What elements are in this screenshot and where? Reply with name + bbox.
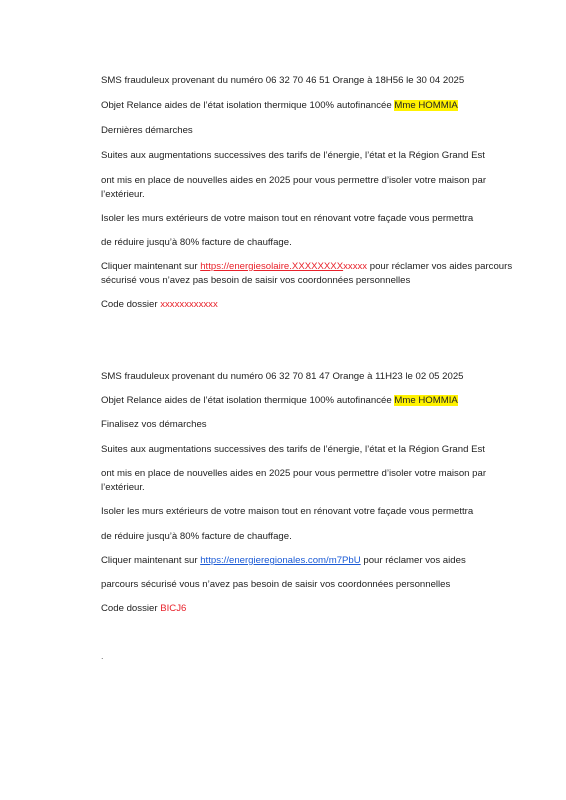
sms2-cta2: parcours sécurisé vous n’avez pas besoin de saisir vos coordonnées personnelles — [101, 579, 451, 590]
sms2-header: SMS frauduleux provenant du numéro 06 32 70 81 47 Orange à 11H23 le 02 05 2025 — [101, 371, 464, 382]
sms2-objet — [101, 394, 458, 408]
sms2-step: Finalisez vos démarches — [101, 419, 207, 430]
sms1-para1: Suites aux augmentations successives des tarifs de l’énergie, l’état et la Région Grand Est — [101, 150, 485, 161]
sms2-para2a: ont mis en place de nouvelles aides en 2025 pour vous permettre d’isoler votre maison par — [101, 468, 487, 479]
trailing-mark: . — [101, 651, 104, 661]
sms1-recipient-highlight: Mme HOMMIA — [394, 100, 458, 111]
sms1-code-value: xxxxxxxxxxxx — [160, 299, 218, 310]
sms2-recipient-highlight: Mme HOMMIA — [394, 395, 458, 406]
sms2-para1: Suites aux augmentations successives des tarifs de l’énergie, l’état et la Région Grand Est — [101, 444, 485, 455]
sms2-para3a: Isoler les murs extérieurs de votre maison tout en rénovant votre façade vous permettra — [101, 506, 474, 517]
sms1-cta2: sécurisé vous n’avez pas besoin de saisir vos coordonnées personnelles — [101, 275, 411, 286]
sms1-objet-text: Objet Relance aides de l’état isolation thermique 100% autofinancée — [101, 100, 395, 111]
sms1-para3b: de réduire jusqu’à 80% facture de chauffage. — [101, 237, 292, 248]
sms1-header: SMS frauduleux provenant du numéro 06 32 70 46 51 Orange à 18H56 le 30 04 2025 — [101, 75, 465, 86]
sms1-para2a: ont mis en place de nouvelles aides en 2025 pour vous permettre d’isoler votre maison par — [101, 175, 487, 186]
sms2-code-label: Code dossier — [101, 603, 161, 614]
sms1-para2b: l’extérieur. — [101, 189, 145, 200]
sms2-objet-text: Objet Relance aides de l’état isolation thermique 100% autofinancée — [101, 395, 395, 406]
sms2-cta-prefix: Cliquer maintenant sur — [101, 555, 201, 566]
sms1-cta-prefix: Cliquer maintenant sur — [101, 261, 201, 272]
sms2-code-value: BICJ6 — [160, 603, 187, 614]
sms2-para2b: l’extérieur. — [101, 482, 145, 493]
sms1-link[interactable]: https://energiesolaire.XXXXXXXX — [200, 261, 344, 272]
sms1-code-label: Code dossier — [101, 299, 161, 310]
sms2-code — [101, 602, 186, 616]
sms1-cta-suffix: pour réclamer vos aides parcours — [367, 261, 513, 272]
sms2-cta — [101, 554, 466, 568]
sms2-cta-suffix: pour réclamer vos aides — [360, 555, 466, 566]
sms1-step: Dernières démarches — [101, 125, 193, 136]
sms1-objet — [101, 99, 458, 113]
sms2-para3b: de réduire jusqu’à 80% facture de chauffage. — [101, 531, 292, 542]
sms1-link-suffix: xxxxx — [343, 261, 368, 272]
sms1-code — [101, 298, 218, 312]
sms1-cta — [101, 260, 512, 274]
sms2-link[interactable]: https://energieregionales.com/m7PbU — [200, 555, 361, 566]
sms1-para3a: Isoler les murs extérieurs de votre maison tout en rénovant votre façade vous permettra — [101, 213, 474, 224]
